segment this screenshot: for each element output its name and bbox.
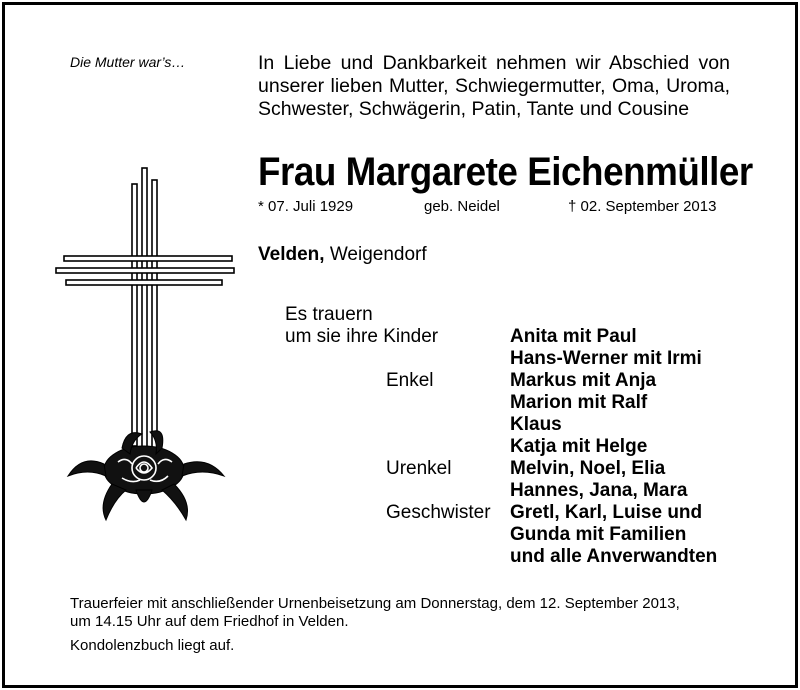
mourners-grandchildren-label: Enkel — [386, 370, 434, 391]
place-town: Velden, — [258, 244, 325, 265]
mourners-intro: Es trauern — [285, 304, 373, 325]
mourners-greatgrandchildren-label: Urenkel — [386, 458, 452, 479]
place-district: Weigendorf — [329, 244, 427, 265]
motto: Die Mutter war’s… — [70, 54, 186, 70]
deceased-name: Frau Margarete Eichenmüller — [258, 150, 753, 194]
family-line: und alle Anverwandten — [510, 546, 718, 567]
family-line: Marion mit Ralf — [510, 392, 648, 413]
family-line: Gretl, Karl, Luise und — [510, 502, 703, 523]
maiden-name: geb. Neidel — [424, 198, 500, 215]
ceremony-info-line1: Trauerfeier mit anschließender Urnenbeisetzung am Donnerstag, dem 12. September 2013, — [70, 595, 680, 612]
family-line: Anita mit Paul — [510, 326, 637, 347]
family-line: Katja mit Helge — [510, 436, 648, 457]
family-line: Markus mit Anja — [510, 370, 657, 391]
mourners-children-label: um sie ihre Kinder — [285, 326, 439, 347]
place-line — [258, 244, 427, 266]
family-line: Hannes, Jana, Mara — [510, 480, 688, 501]
ceremony-info-line2: um 14.15 Uhr auf dem Friedhof in Velden. — [70, 613, 349, 630]
family-line: Hans-Werner mit Irmi — [510, 348, 702, 369]
intro-text: In Liebe und Dankbarkeit nehmen wir Abschied von unserer lieben Mutter, Schwiegermutter, Oma, Uroma, Schwester, Schwägerin, Patin, Tante und Cousine — [258, 52, 730, 120]
cross-with-roses-icon — [52, 164, 242, 532]
birth-date: * 07. Juli 1929 — [258, 198, 354, 215]
mourners-siblings-label: Geschwister — [386, 502, 491, 523]
death-date: † 02. September 2013 — [568, 198, 717, 215]
family-line: Melvin, Noel, Elia — [510, 458, 666, 479]
condolence-book-note: Kondolenzbuch liegt auf. — [70, 637, 235, 654]
family-line: Gunda mit Familien — [510, 524, 687, 545]
family-line: Klaus — [510, 414, 562, 435]
